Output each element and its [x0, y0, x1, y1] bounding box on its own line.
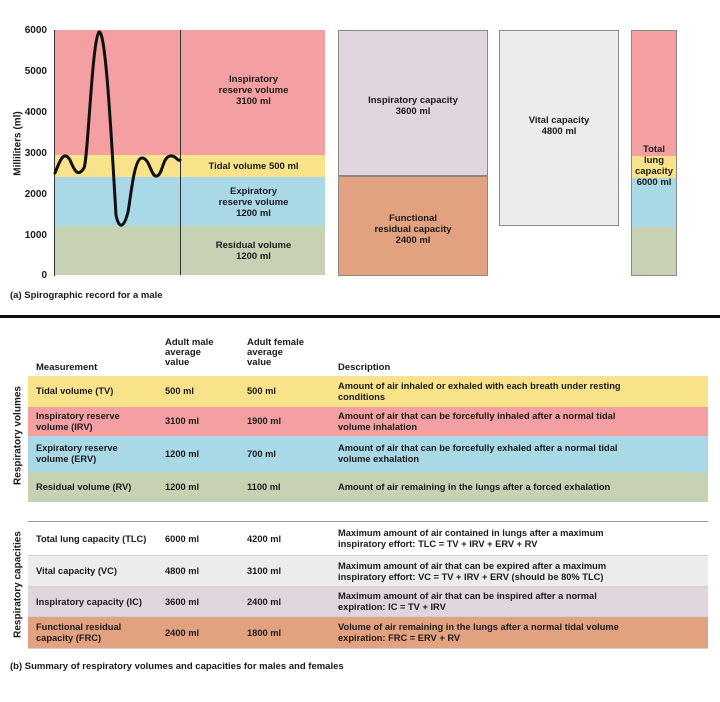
row-male-value: 4800 ml — [165, 566, 200, 576]
tlc-irv — [632, 31, 676, 156]
vc-label: Vital capacity 4800 ml — [528, 115, 590, 137]
volumes-side-label: Respiratory volumes — [12, 386, 24, 485]
table-row — [28, 472, 708, 502]
row-measurement: Functional residual capacity (FRC) — [36, 622, 122, 643]
row-female-value: 500 ml — [247, 386, 276, 396]
rv-label: Residual volume 1200 ml — [215, 240, 292, 262]
table-row — [28, 376, 708, 407]
table-row — [28, 617, 708, 649]
row-male-value: 500 ml — [165, 386, 194, 396]
row-description: Amount of air that can be forcefully inhaled after a normal tidal volume inhalation — [338, 410, 616, 432]
row-male-value: 3100 ml — [165, 416, 200, 426]
row-male-value: 1200 ml — [165, 481, 200, 492]
row-description: Amount of air remaining in the lungs after a forced exhalation — [338, 481, 611, 492]
section-divider — [0, 315, 720, 318]
row-description: Volume of air remaining in the lungs after a normal tidal volume expiration: FRC = ERV + RV — [338, 622, 619, 643]
ic-label: Inspiratory capacity 3600 ml — [368, 95, 458, 117]
table-row — [28, 587, 708, 617]
row-measurement: Expiratory reserve volume (ERV) — [36, 443, 118, 464]
row-description: Maximum amount of air contained in lungs after a maximum inspiratory effort: TLC = TV + IRV + ERV + RV — [338, 528, 604, 549]
y-tick: 5000 — [24, 66, 47, 77]
capacities-side-label: Respiratory capacities — [12, 531, 24, 638]
row-male-value: 6000 ml — [165, 533, 200, 544]
row-description: Maximum amount of air that can be inspired after a normal expiration: IC = TV + IRV — [338, 591, 597, 612]
table-row — [28, 407, 708, 436]
row-female-value: 4200 ml — [247, 533, 282, 544]
row-description: Amount of air that can be forcefully exhaled after a normal tidal volume exhalation — [338, 443, 618, 464]
row-measurement: Inspiratory reserve volume (IRV) — [36, 410, 120, 432]
header-female: Adult female average value — [247, 337, 305, 368]
row-female-value: 1100 ml — [247, 481, 281, 492]
irv-label: Inspiratory reserve volume 3100 ml — [218, 73, 289, 107]
row-female-value: 2400 ml — [247, 596, 282, 607]
caption-a: (a) Spirographic record for a male — [10, 290, 163, 301]
tlc-rv — [632, 227, 676, 276]
row-measurement: Total lung capacity (TLC) — [36, 533, 147, 544]
tlc-label: Total lung capacity 6000 ml — [634, 144, 674, 188]
y-tick: 3000 — [24, 148, 47, 159]
spirogram-trace — [0, 0, 330, 290]
row-description: Maximum amount of air that can be expired after a maximum inspiratory effort: VC = TV + IRV + ERV (should be 80% TLC) — [338, 560, 607, 582]
table-row — [28, 556, 708, 587]
row-male-value: 3600 ml — [165, 596, 200, 607]
y-tick: 4000 — [24, 107, 47, 118]
tv-label: Tidal volume 500 ml — [208, 160, 299, 172]
row-measurement: Inspiratory capacity (IC) — [36, 596, 142, 607]
frc-label: Functional residual capacity 2400 ml — [374, 213, 452, 246]
row-male-value: 2400 ml — [165, 627, 200, 638]
row-male-value: 1200 ml — [165, 448, 200, 459]
header-male: Adult male average value — [165, 337, 214, 368]
y-tick: 0 — [41, 270, 47, 281]
y-tick: 2000 — [24, 189, 47, 200]
y-tick: 6000 — [24, 25, 47, 36]
row-measurement: Tidal volume (TV) — [36, 386, 114, 396]
table-row — [28, 522, 708, 556]
y-tick: 1000 — [24, 230, 47, 241]
y-axis-label: Milliliters (ml) — [12, 111, 24, 176]
row-female-value: 1800 ml — [247, 627, 282, 638]
header-measurement: Measurement — [36, 362, 98, 373]
caption-b: (b) Summary of respiratory volumes and capacities for males and females — [10, 661, 344, 672]
row-measurement: Residual volume (RV) — [36, 481, 132, 492]
erv-label: Expiratory reserve volume 1200 ml — [218, 185, 289, 219]
row-measurement: Vital capacity (VC) — [36, 566, 117, 576]
row-female-value: 3100 ml — [247, 566, 282, 576]
row-female-value: 1900 ml — [247, 416, 282, 426]
row-female-value: 700 ml — [247, 448, 276, 459]
table-row — [28, 436, 708, 472]
row-description: Amount of air inhaled or exhaled with each breath under resting conditions — [338, 380, 621, 402]
header-description: Description — [338, 362, 391, 373]
